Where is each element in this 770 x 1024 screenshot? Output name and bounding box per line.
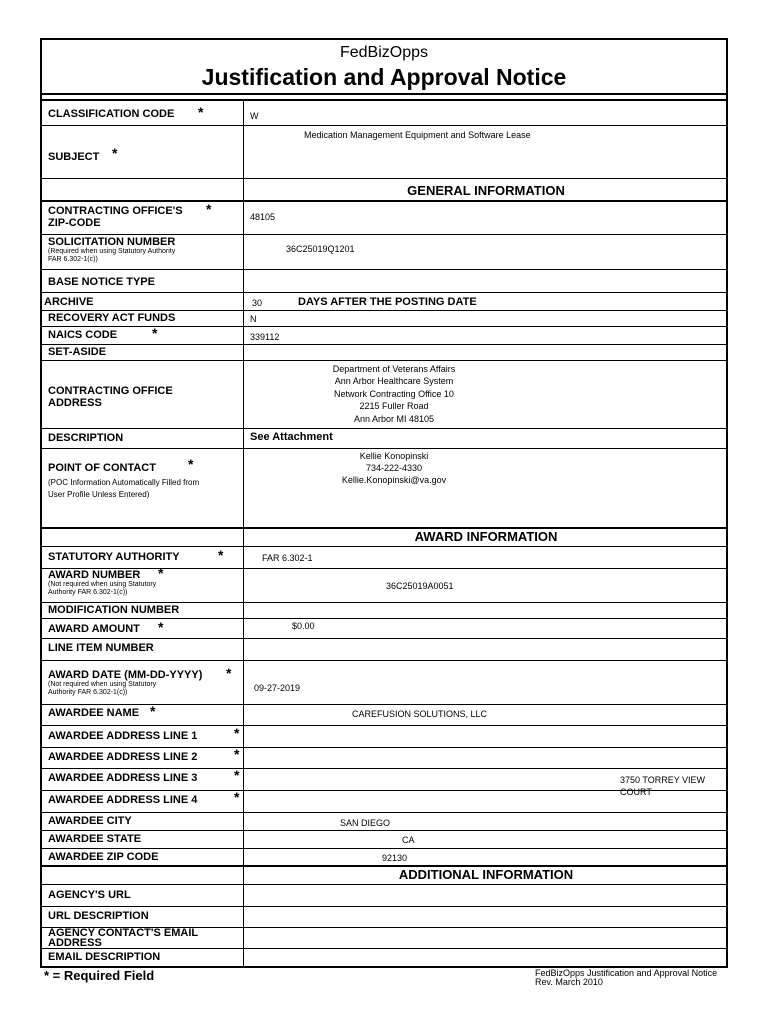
awardee-address-3-value[interactable]: 3750 TORREY VIEW COURT — [620, 775, 706, 797]
base-notice-type-label: BASE NOTICE TYPE — [48, 276, 155, 288]
agency-contact-email-label: AGENCY CONTACT'S EMAIL ADDRESS — [48, 927, 199, 949]
required-marker: * — [234, 767, 240, 783]
url-description-label: URL DESCRIPTION — [48, 910, 149, 922]
awardee-name-label: AWARDEE NAME — [48, 707, 140, 719]
awardee-address-1-label: AWARDEE ADDRESS LINE 1 — [48, 730, 198, 742]
agency-url-label: AGENCY'S URL — [48, 889, 131, 901]
archive-suffix: DAYS AFTER THE POSTING DATE — [298, 296, 477, 308]
recovery-act-funds-value[interactable]: N — [250, 314, 257, 324]
solicitation-number-label: SOLICITATION NUMBER (Required when using Statutory Authority FAR 6.302-1(c)) — [48, 236, 176, 263]
section-additional-information: ADDITIONAL INFORMATION — [398, 867, 574, 882]
contracting-office-zip-label: CONTRACTING OFFICE'S ZIP-CODE — [48, 205, 183, 229]
description-value[interactable]: See Attachment — [250, 431, 333, 443]
required-marker: * — [152, 325, 158, 341]
required-marker: * — [188, 456, 194, 472]
footer-form-info — [535, 969, 717, 987]
point-of-contact-value[interactable]: Kellie Konopinski 734-222-4330 Kellie.Konopinski@va.gov — [341, 451, 447, 485]
archive-label: ARCHIVE — [44, 296, 94, 308]
award-amount-label: AWARD AMOUNT — [48, 623, 140, 635]
awardee-zip-label: AWARDEE ZIP CODE — [48, 851, 159, 863]
solicitation-number-value[interactable]: 36C25019Q1201 — [286, 244, 355, 254]
statutory-authority-label: STATUTORY AUTHORITY — [48, 551, 180, 563]
modification-number-label: MODIFICATION NUMBER — [48, 604, 180, 616]
footer-form-name: FedBizOpps Justification and Approval Notice — [535, 968, 718, 978]
naics-code-label: NAICS CODE — [48, 329, 118, 341]
contracting-office-address-label: CONTRACTING OFFICE ADDRESS — [48, 385, 173, 409]
awardee-address-4-label: AWARDEE ADDRESS LINE 4 — [48, 794, 198, 806]
required-marker: * — [150, 703, 156, 719]
awardee-zip-value[interactable]: 92130 — [382, 853, 408, 863]
classification-code-label: CLASSIFICATION CODE — [48, 108, 175, 120]
jna-form — [40, 38, 728, 968]
required-marker: * — [112, 145, 118, 161]
required-marker: * — [234, 789, 240, 805]
award-number-label: AWARD NUMBER (Not required when using Statutory Authority FAR 6.302-1(c)) — [48, 569, 157, 596]
required-marker: * — [234, 746, 240, 762]
required-marker: * — [218, 547, 224, 563]
award-date-label: AWARD DATE (MM-DD-YYYY) (Not required when using Statutory Authority FAR 6.302-1(c)) — [48, 669, 203, 696]
awardee-state-label: AWARDEE STATE — [48, 833, 142, 845]
required-marker: * — [158, 565, 164, 581]
section-general-information: GENERAL INFORMATION — [407, 183, 565, 198]
line-item-number-label: LINE ITEM NUMBER — [48, 642, 154, 654]
awardee-city-label: AWARDEE CITY — [48, 815, 132, 827]
contracting-office-address-value[interactable]: Department of Veterans Affairs Ann Arbor Healthcare System Network Contracting Office 10 2215 Fuller Road Ann Arbor MI 48105 — [332, 364, 456, 424]
awardee-address-3-label: AWARDEE ADDRESS LINE 3 — [48, 772, 198, 784]
classification-code-value[interactable]: W — [250, 111, 259, 121]
archive-value[interactable]: 30 — [252, 298, 263, 308]
point-of-contact-label: POINT OF CONTACT (POC Information Automatically Filled from User Profile Unless Entered) — [48, 462, 200, 499]
page-title: Justification and Approval Notice — [201, 64, 567, 90]
subject-value[interactable]: Medication Management Equipment and Software Lease — [304, 130, 531, 140]
awardee-name-value[interactable]: CAREFUSION SOLUTIONS, LLC — [352, 709, 488, 719]
award-amount-value[interactable]: $0.00 — [292, 621, 315, 631]
statutory-authority-value[interactable]: FAR 6.302-1 — [262, 553, 313, 563]
description-label: DESCRIPTION — [48, 432, 124, 444]
awardee-city-value[interactable]: SAN DIEGO — [340, 818, 391, 828]
section-award-information: AWARD INFORMATION — [414, 529, 558, 544]
subject-label: SUBJECT — [48, 151, 100, 163]
contracting-office-zip-value[interactable]: 48105 — [250, 212, 276, 222]
required-field-note: * = Required Field — [44, 968, 155, 983]
brand-title: FedBizOpps — [339, 44, 429, 61]
awardee-state-value[interactable]: CA — [402, 835, 415, 845]
required-marker: * — [226, 665, 232, 681]
naics-code-value[interactable]: 339112 — [250, 332, 280, 342]
required-marker: * — [206, 201, 212, 217]
required-marker: * — [234, 725, 240, 741]
footer-revision: Rev. March 2010 — [535, 977, 603, 987]
award-number-value[interactable]: 36C25019A0051 — [386, 581, 454, 591]
required-marker: * — [158, 619, 164, 635]
awardee-address-2-label: AWARDEE ADDRESS LINE 2 — [48, 751, 198, 763]
required-marker: * — [198, 104, 204, 120]
email-description-label: EMAIL DESCRIPTION — [48, 951, 161, 963]
award-date-value[interactable]: 09-27-2019 — [254, 683, 301, 693]
set-aside-label: SET-ASIDE — [48, 346, 107, 358]
recovery-act-funds-label: RECOVERY ACT FUNDS — [48, 312, 176, 324]
